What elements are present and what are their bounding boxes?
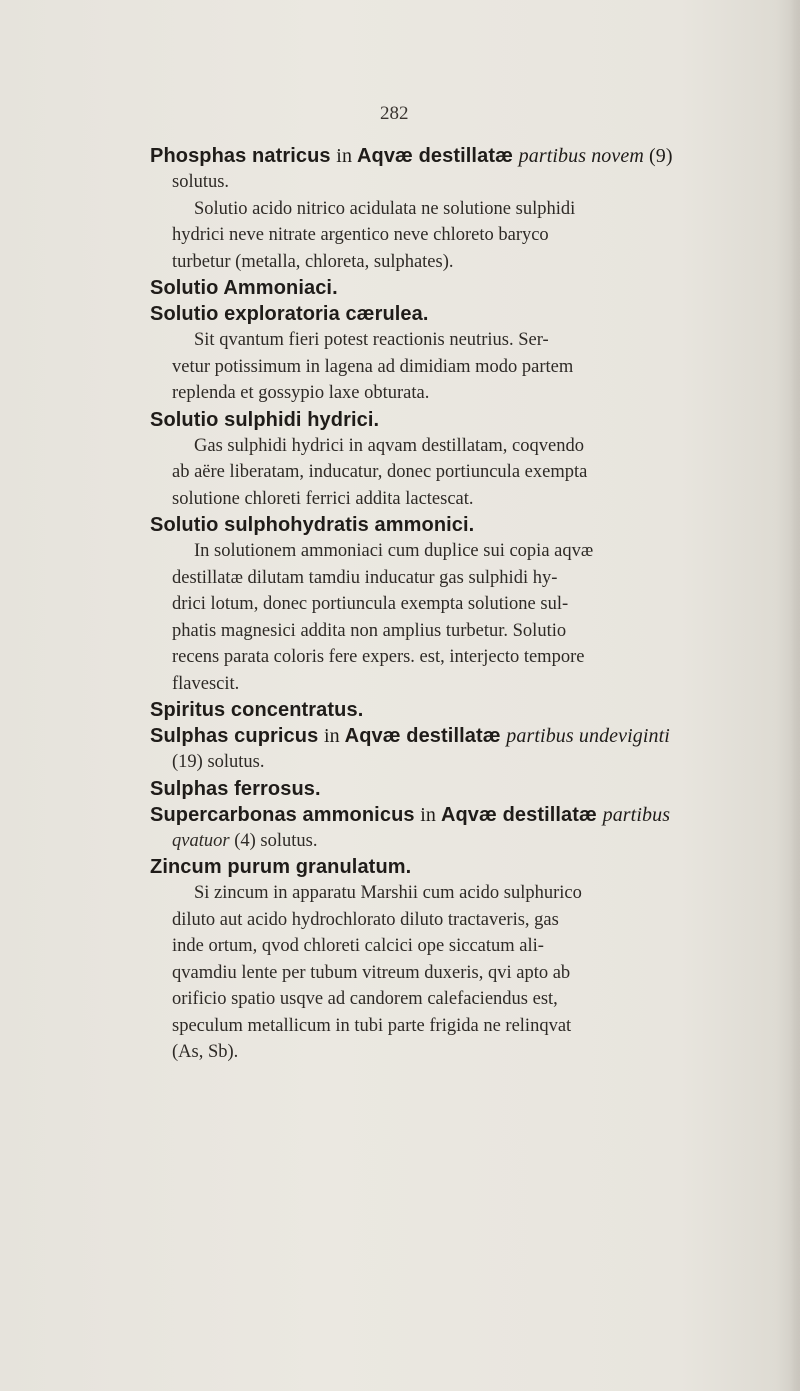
entry-sulphas-ferrosus <box>150 776 756 802</box>
entry-sulphas-cupricus <box>150 723 756 776</box>
body-line: qvamdiu lente per tubum vitreum duxeris, qvi apto ab <box>172 962 571 983</box>
entry-solutio-exploratoria <box>150 301 756 407</box>
body-line: (19) solutus. <box>172 752 265 772</box>
entry-heading: Sulphas cupricus in Aqvæ destillatæ partibus undeviginti <box>150 725 670 747</box>
body-line: ab aëre liberatam, inducatur, donec portiuncula exempta <box>172 462 588 482</box>
body-line: Solutio acido nitrico acidulata ne solutione sulphidi <box>194 198 576 219</box>
entry-heading: Sulphas ferrosus. <box>150 777 321 800</box>
entry-heading: Zincum purum granulatum. <box>150 856 412 878</box>
body-line: flavescit. <box>172 673 240 694</box>
entry-solutio-sulphohydratis <box>150 512 756 697</box>
entry-phosphas-natricus <box>150 143 756 275</box>
body-line: In solutionem ammoniaci cum duplice sui copia aqvæ <box>194 541 594 561</box>
entry-solutio-sulphidi <box>150 407 756 513</box>
entry-zincum-purum <box>150 854 756 1066</box>
body-line: (As, Sb). <box>172 1042 239 1062</box>
body-line: speculum metallicum in tubi parte frigida ne relinqvat <box>172 1015 572 1036</box>
body-line: solutus. <box>172 172 230 192</box>
entry-heading: Spiritus concentratus. <box>150 699 364 721</box>
body-line: Gas sulphidi hydrici in aqvam destillatam, coqvendo <box>194 435 584 456</box>
entry-solutio-ammoniaci <box>150 275 756 301</box>
body-line: vetur potissimum in lagena ad dimidiam modo partem <box>172 356 574 377</box>
body-line: solutione chloreti ferrici addita lactescat. <box>172 488 474 509</box>
body-line: orificio spatio usqve ad candorem calefaciendus est, <box>172 989 558 1009</box>
body-line: destillatæ dilutam tamdiu inducatur gas sulphidi hy- <box>172 567 558 588</box>
body-line: diluto aut acido hydrochlorato diluto tractaveris, gas <box>172 909 559 930</box>
body-line: hydrici neve nitrate argentico neve chloreto baryco <box>172 225 549 245</box>
body-line: Sit qvantum fieri potest reactionis neutrius. Ser- <box>194 330 549 350</box>
body-line: inde ortum, qvod chloreti calcici ope siccatum ali- <box>172 936 544 956</box>
entry-heading: Solutio sulphohydratis ammonici. <box>150 514 475 536</box>
page-content <box>150 143 756 1066</box>
body-line: replenda et gossypio laxe obturata. <box>172 383 430 403</box>
body-line: turbetur (metalla, chloreta, sulphates). <box>172 251 454 272</box>
entry-heading: Phosphas natricus in Aqvæ destillatæ partibus novem (9) <box>150 145 673 167</box>
entry-heading: Solutio sulphidi hydrici. <box>150 408 380 431</box>
body-line: drici lotum, donec portiuncula exempta solutione sul- <box>172 594 569 614</box>
entry-spiritus-concentratus <box>150 697 756 723</box>
body-line: qvatuor (4) solutus. <box>172 830 318 851</box>
page-number: 282 <box>380 103 409 124</box>
entry-heading: Supercarbonas ammonicus in Aqvæ destillatæ partibus <box>150 803 671 826</box>
entry-supercarbonas-ammonicus <box>150 802 756 855</box>
entry-heading: Solutio Ammoniaci. <box>150 277 338 299</box>
body-line: recens parata coloris fere expers. est, interjecto tempore <box>172 647 585 667</box>
entry-heading: Solutio exploratoria cærulea. <box>150 303 429 325</box>
page-edge-shadow <box>790 0 800 1391</box>
body-line: Si zincum in apparatu Marshii cum acido sulphurico <box>194 883 582 903</box>
body-line: phatis magnesici addita non amplius turbetur. Solutio <box>172 620 567 641</box>
